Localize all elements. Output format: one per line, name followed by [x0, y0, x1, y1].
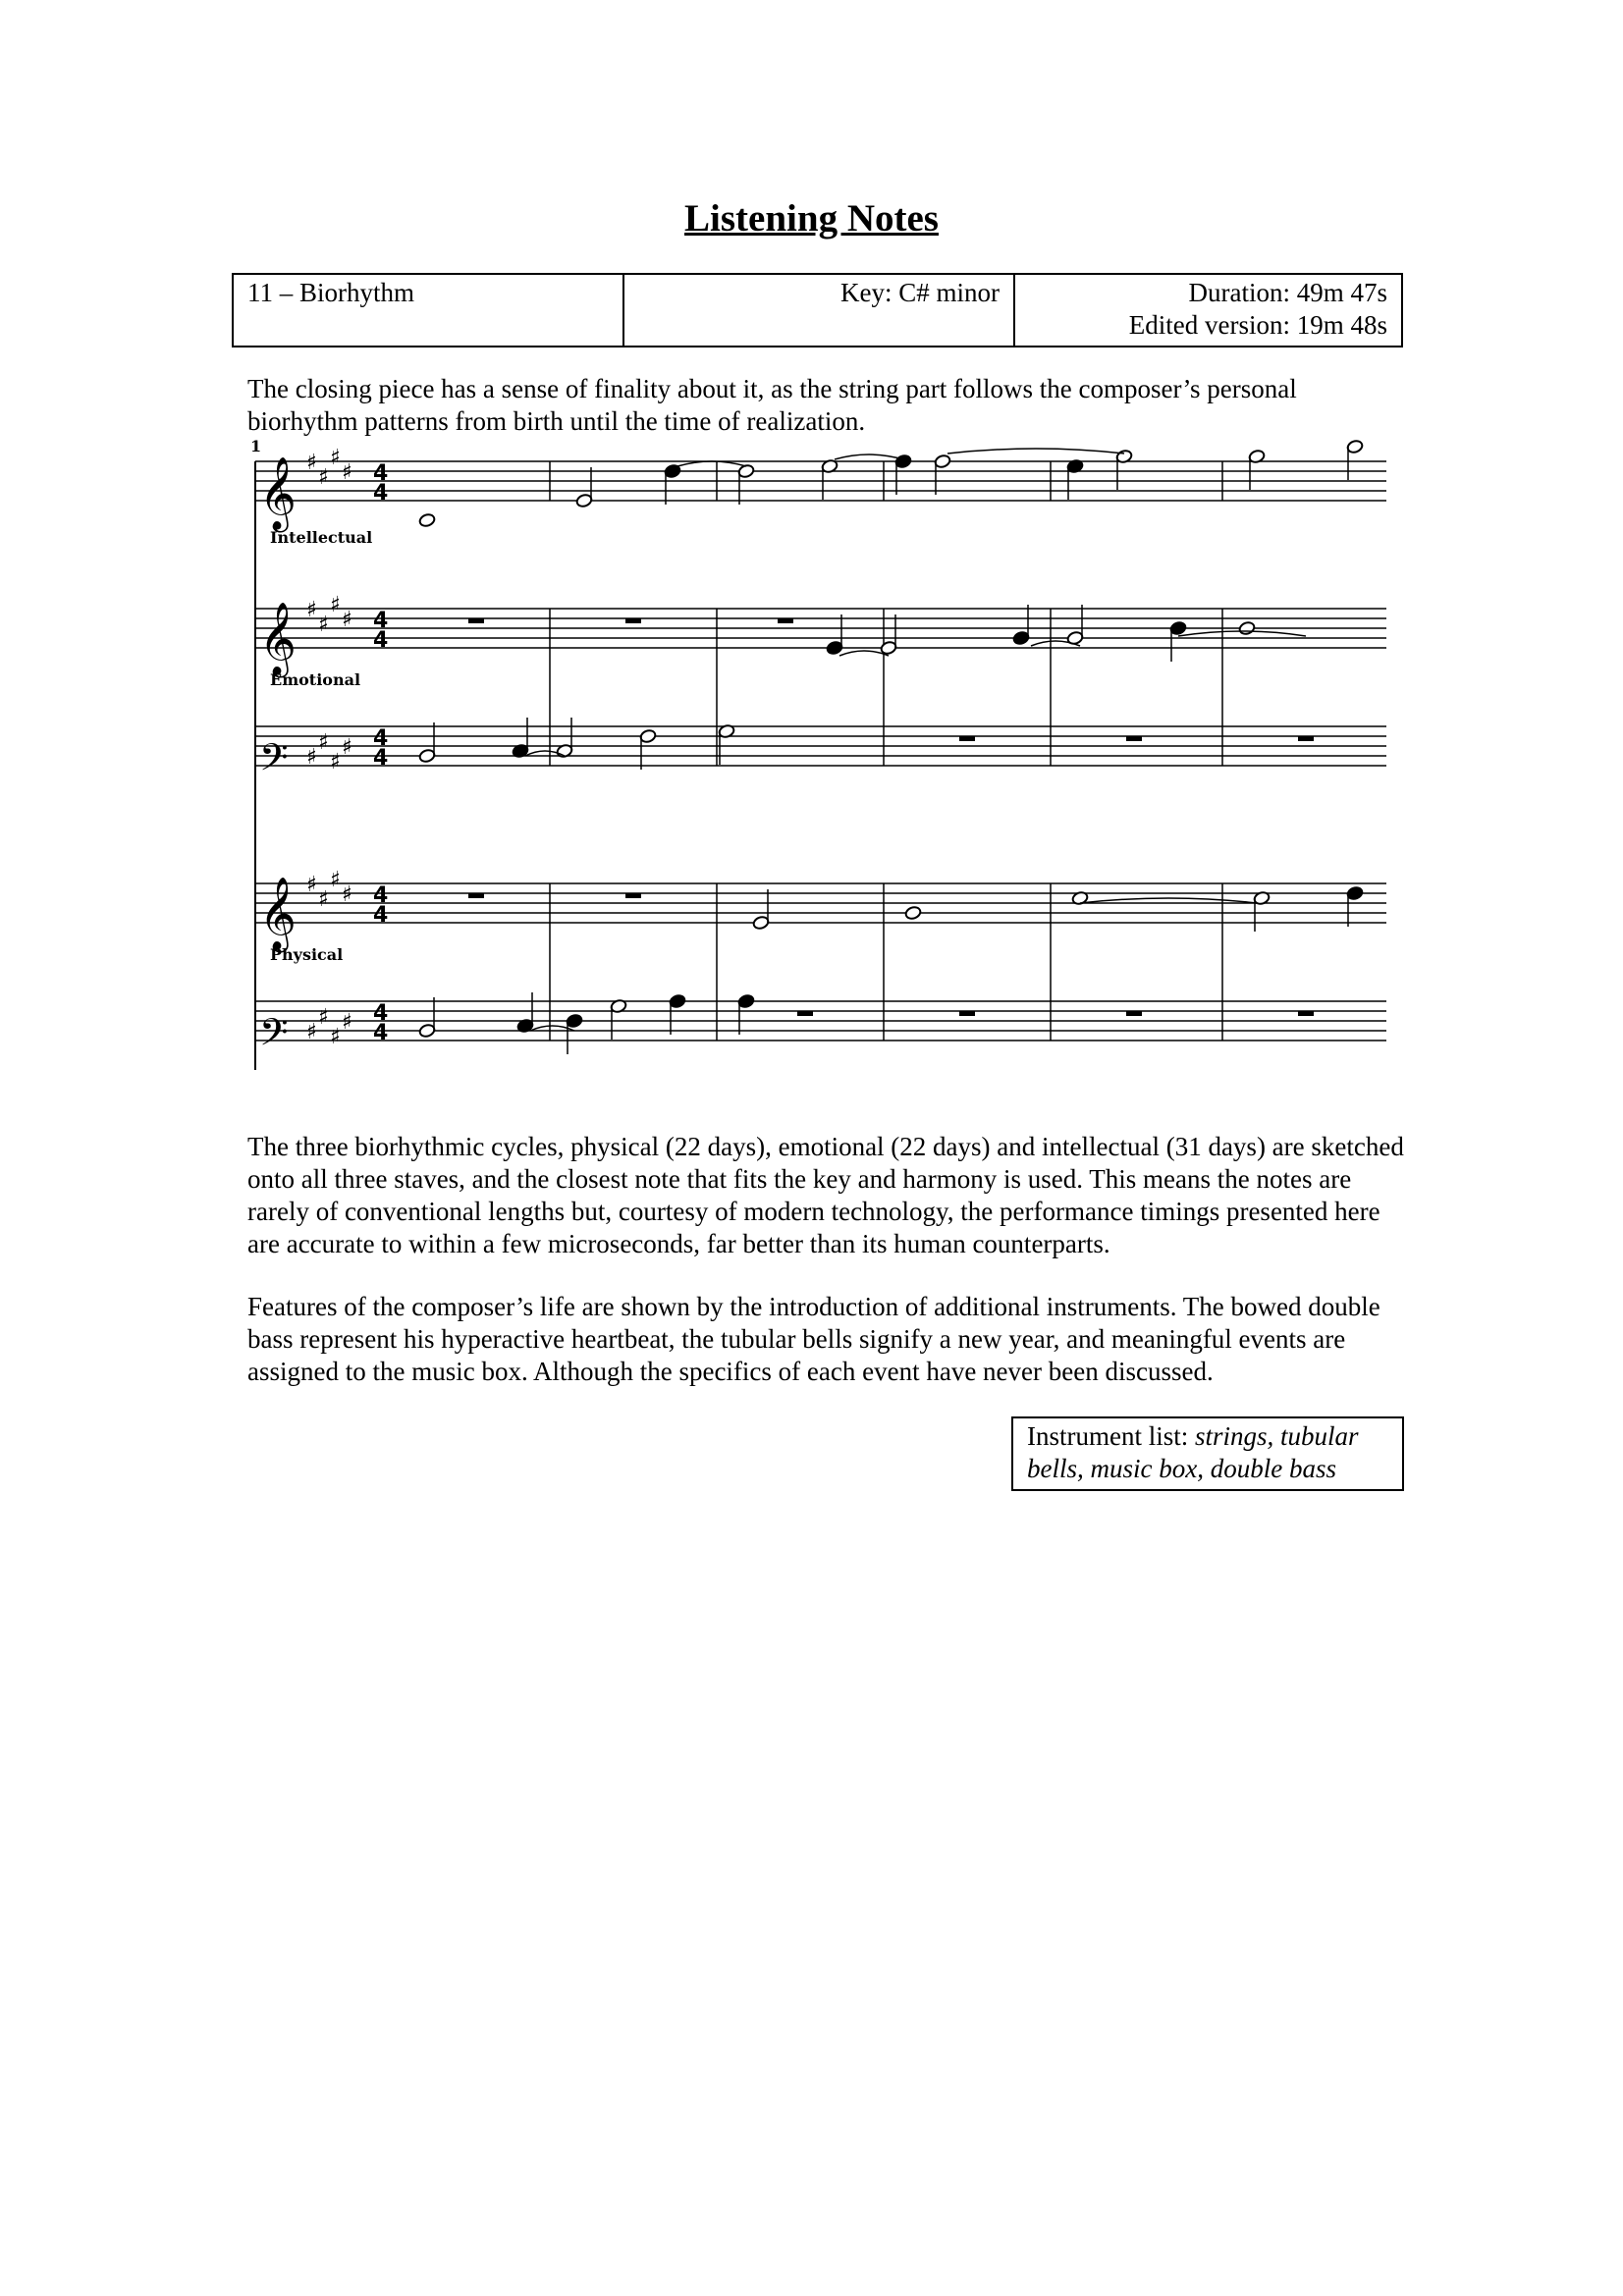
cycles-paragraph: The three biorhythmic cycles, physical (22 days), emotional (22 days) and intellectual (31 days) are sketched onto all three staves, and the closest note that fits the key and harmony is used. This means the notes are rarely of conventional lengths but, courtesy of modern technology, the performance timings presented here are accurate to within a few microseconds, far better than its human counterparts. — [247, 1132, 1404, 1258]
whole-rest-icon — [797, 1011, 813, 1016]
sharp-icon: ♯ — [342, 608, 352, 632]
whole-rest-icon — [1126, 1011, 1142, 1016]
track-edited-duration: Edited version: 19m 48s — [1128, 310, 1387, 340]
sharp-icon: ♯ — [330, 593, 341, 617]
track-info-table — [232, 273, 1403, 347]
sharp-icon: ♯ — [342, 460, 352, 485]
track-duration: Duration: 49m 47s — [1188, 278, 1387, 307]
sharp-icon: ♯ — [306, 451, 317, 475]
time-signature-bottom: 4 — [373, 746, 389, 771]
note-head — [418, 512, 436, 527]
staff-label-intellectual: Intellectual — [270, 528, 373, 547]
sharp-icon: ♯ — [330, 446, 341, 470]
intro-paragraph: The closing piece has a sense of finality about it, as the string part follows the composer’s personal biorhythm patterns from birth until the time of realization. — [247, 374, 1297, 436]
tie-curve — [835, 454, 903, 459]
treble-clef-icon: 𝄞 — [259, 878, 297, 950]
instrument-list-box — [1011, 1416, 1404, 1491]
whole-rest-icon — [468, 618, 484, 623]
whole-rest-icon — [1298, 736, 1314, 741]
sharp-icon: ♯ — [330, 868, 341, 892]
bass-clef-icon: 𝄢 — [259, 1010, 289, 1063]
sharp-icon: ♯ — [330, 750, 341, 774]
staff-label-emotional: Emotional — [270, 670, 361, 689]
sharp-icon: ♯ — [318, 887, 329, 912]
sharp-icon: ♯ — [306, 598, 317, 622]
sharp-icon: ♯ — [318, 1005, 329, 1030]
track-duration-cell — [1014, 274, 1402, 347]
sharp-icon: ♯ — [342, 882, 352, 907]
treble-clef-icon: 𝄞 — [259, 603, 297, 675]
sharp-icon: ♯ — [306, 1020, 317, 1044]
time-signature-top: 4 — [373, 883, 389, 908]
sharp-icon: ♯ — [342, 1010, 352, 1035]
page-title: Listening Notes — [684, 197, 939, 240]
instrument-list: strings, tubular bells, music box, double bass — [1027, 1421, 1359, 1483]
whole-rest-icon — [468, 893, 484, 898]
instrument-list-label: Instrument list: — [1027, 1421, 1195, 1451]
time-signature-top: 4 — [373, 1001, 389, 1026]
note-head — [1238, 620, 1256, 635]
features-paragraph: Features of the composer’s life are shown by the introduction of additional instruments. The bowed double bass represent his hyperactive heartbeat, the tubular bells signify a new year, and meaningful events are assigned to the music box. Although the specifics of each event have never been discussed. — [247, 1292, 1380, 1386]
sharp-icon: ♯ — [318, 465, 329, 490]
time-signature-top: 4 — [373, 726, 389, 751]
sharp-icon: ♯ — [306, 745, 317, 770]
sharp-icon: ♯ — [342, 735, 352, 760]
sharp-icon: ♯ — [318, 730, 329, 755]
time-signature-bottom: 4 — [373, 903, 389, 928]
note-head — [904, 905, 922, 920]
track-name: 11 – Biorhythm — [233, 274, 623, 347]
staff-label-physical: Physical — [270, 945, 344, 964]
whole-rest-icon — [625, 618, 641, 623]
music-score — [236, 432, 1394, 1090]
whole-rest-icon — [1126, 736, 1142, 741]
track-key: Key: C# minor — [623, 274, 1014, 347]
treble-clef-icon: 𝄞 — [259, 457, 297, 530]
whole-rest-icon — [1298, 1011, 1314, 1016]
time-signature-bottom: 4 — [373, 481, 389, 506]
sharp-icon: ♯ — [306, 873, 317, 897]
sharp-icon: ♯ — [318, 613, 329, 637]
whole-rest-icon — [959, 736, 975, 741]
whole-rest-icon — [778, 618, 793, 623]
time-signature-bottom: 4 — [373, 628, 389, 653]
bass-clef-icon: 𝄢 — [259, 735, 289, 788]
sharp-icon: ♯ — [330, 1025, 341, 1049]
whole-rest-icon — [959, 1011, 975, 1016]
time-signature-top: 4 — [373, 609, 389, 633]
time-signature-bottom: 4 — [373, 1021, 389, 1045]
whole-rest-icon — [625, 893, 641, 898]
time-signature-top: 4 — [373, 461, 389, 486]
tie-curve — [947, 449, 1124, 454]
measure-number: 1 — [250, 437, 262, 455]
